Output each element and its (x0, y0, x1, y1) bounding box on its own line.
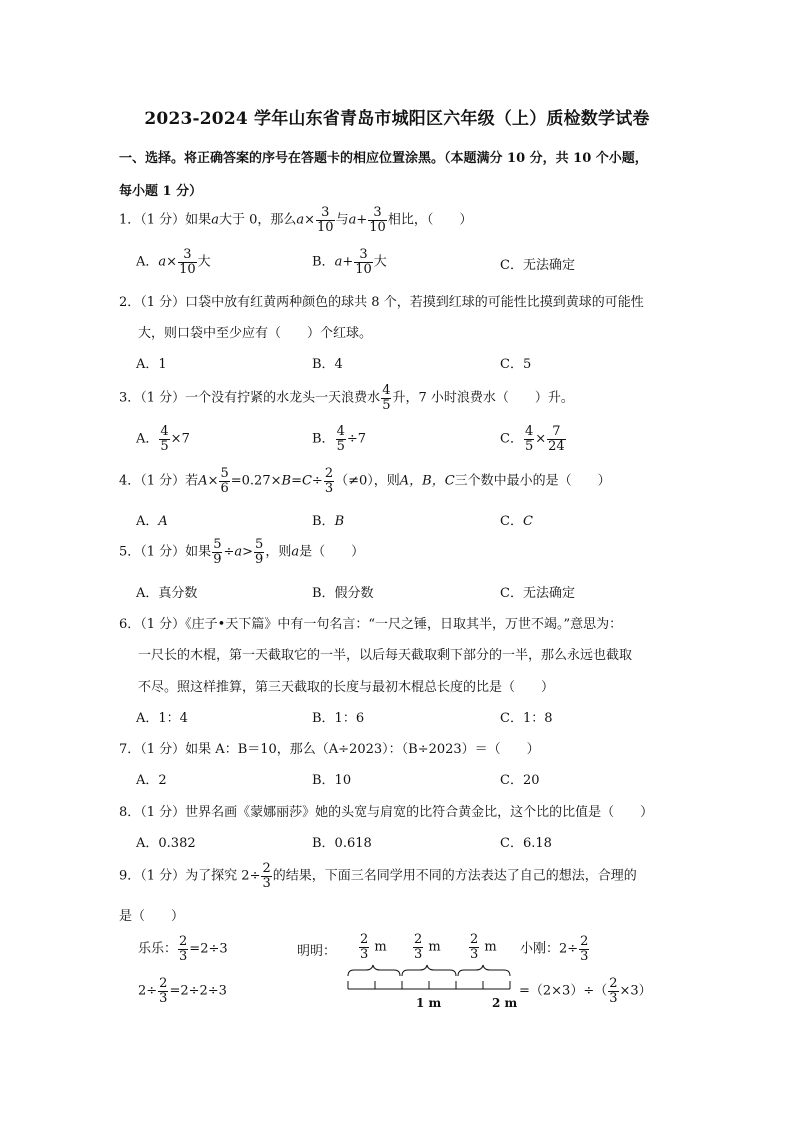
fraction-3-10: $\frac{3}{10}$ (369, 205, 386, 235)
segment-label-2: $\frac{2}{3}$ m (414, 932, 441, 962)
option-b[interactable]: B． $\frac{4}{5}$ ÷7 (312, 424, 367, 454)
option-a[interactable]: A．a× $\frac{3}{10}$ 大 (136, 247, 211, 277)
option-c[interactable]: C． $\frac{4}{5}$ × $\frac{7}{24}$ (500, 424, 565, 454)
option-a[interactable]: A．0.382 (136, 836, 196, 851)
segment-label-3: $\frac{2}{3}$ m (470, 932, 497, 962)
xiaogang-method-line2: =（2×3）÷（ $\frac{2}{3}$ ×3） (519, 976, 652, 1006)
option-b[interactable]: B．假分数 (312, 586, 374, 601)
option-c[interactable]: C．1：8 (500, 711, 553, 726)
brace-3 (458, 965, 510, 976)
option-c[interactable]: C．20 (500, 773, 540, 788)
question-6-line3: 不尽。照这样推算，第三天截取的长度与最初木棍总长度的比是（ ） (138, 680, 555, 695)
option-a[interactable]: A．1：4 (136, 711, 188, 726)
segment-label-1: $\frac{2}{3}$ m (360, 932, 387, 962)
brace-2 (402, 965, 456, 976)
brace-1 (348, 965, 400, 976)
question-3: 3．（1 分）一个没有拧紧的水龙头一天浪费水 $\frac{4}{5}$ 升，7 小时浪费水（ ）升。 (119, 383, 574, 413)
section-header-line2: 每小题 1 分） (119, 184, 203, 199)
option-c[interactable]: C．无法确定 (500, 258, 575, 273)
question-5: 5．（1 分）如果 $\frac{5}{9}$ ÷a> $\frac{5}{9}$ ，则a是（ ） (119, 537, 365, 567)
option-b[interactable]: B．a+ $\frac{3}{10}$ 大 (312, 247, 387, 277)
question-9: 9．（1 分）为了探究 2÷ $\frac{2}{3}$ 的结果，下面三名同学用不同的方法表达了自己的想法，合理的 (119, 861, 637, 891)
option-b[interactable]: B．4 (312, 357, 343, 372)
question-6-line1: 6．（1 分）《庄子•天下篇》中有一句名言：“一尺之锤，日取其半，万世不竭。”意思为： (119, 617, 623, 632)
lele-method-line2: 2÷ $\frac{2}{3}$ =2÷2÷3 (138, 976, 227, 1006)
page-title: 2023-2024 学年山东省青岛市城阳区六年级（上）质检数学试卷 (144, 109, 650, 129)
xiaogang-method: 小刚：2÷ $\frac{2}{3}$ (520, 934, 589, 964)
option-a[interactable]: A．真分数 (136, 586, 198, 601)
option-b[interactable]: B．1：6 (312, 711, 365, 726)
question-9-line2: 是（ ） (119, 909, 185, 924)
option-a[interactable]: A．1 (136, 357, 167, 372)
question-8: 8．（1 分）世界名画《蒙娜丽莎》她的头宽与肩宽的比符合黄金比，这个比的比值是（ ） (119, 805, 654, 820)
option-a[interactable]: A．2 (136, 773, 167, 788)
number-line-diagram (340, 962, 520, 996)
option-b[interactable]: B．B (312, 514, 345, 529)
fraction-3-10: $\frac{3}{10}$ (317, 205, 334, 235)
question-2-line2: 大，则口袋中至少应有（ ）个红球。 (138, 326, 373, 341)
tick-label-2m: 2 m (492, 996, 518, 1010)
option-b[interactable]: B．0.618 (312, 836, 372, 851)
question-2-line1: 2．（1 分）口袋中放有红黄两种颜色的球共 8 个，若摸到红球的可能性比摸到黄球的可能性 (119, 295, 644, 310)
option-c[interactable]: C．C (500, 514, 533, 529)
section-header-line1: 一、选择。将正确答案的序号在答题卡的相应位置涂黑。（本题满分 10 分，共 10 个小题， (119, 151, 648, 166)
option-c[interactable]: C．5 (500, 357, 532, 372)
option-c[interactable]: C．6.18 (500, 836, 552, 851)
tick-label-1m: 1 m (416, 996, 442, 1010)
option-b[interactable]: B．10 (312, 773, 352, 788)
question-4: 4．（1 分）若A× $\frac{5}{6}$ =0.27×B=C÷ $\frac{2}{3}$ （≠0），则A，B，C三个数中最小的是（ ） (119, 466, 611, 496)
option-c[interactable]: C．无法确定 (500, 586, 575, 601)
lele-method: 乐乐： $\frac{2}{3}$ =2÷3 (138, 934, 228, 964)
question-1: 1．（1 分）如果a大于 0，那么a× $\frac{3}{10}$ 与a+ $\frac{3}{10}$ 相比，（ ） (119, 205, 473, 235)
question-7: 7．（1 分）如果 A：B＝10，那么（A÷2023）：（B÷2023）＝（ ） (119, 742, 540, 757)
question-6-line2: 一尺长的木棍，第一天截取它的一半，以后每天截取剩下部分的一半，那么永远也截取 (138, 648, 633, 663)
option-a[interactable]: A．A (136, 514, 168, 529)
option-a[interactable]: A． $\frac{4}{5}$ ×7 (136, 424, 190, 454)
mingming-label: 明明： (297, 944, 337, 959)
